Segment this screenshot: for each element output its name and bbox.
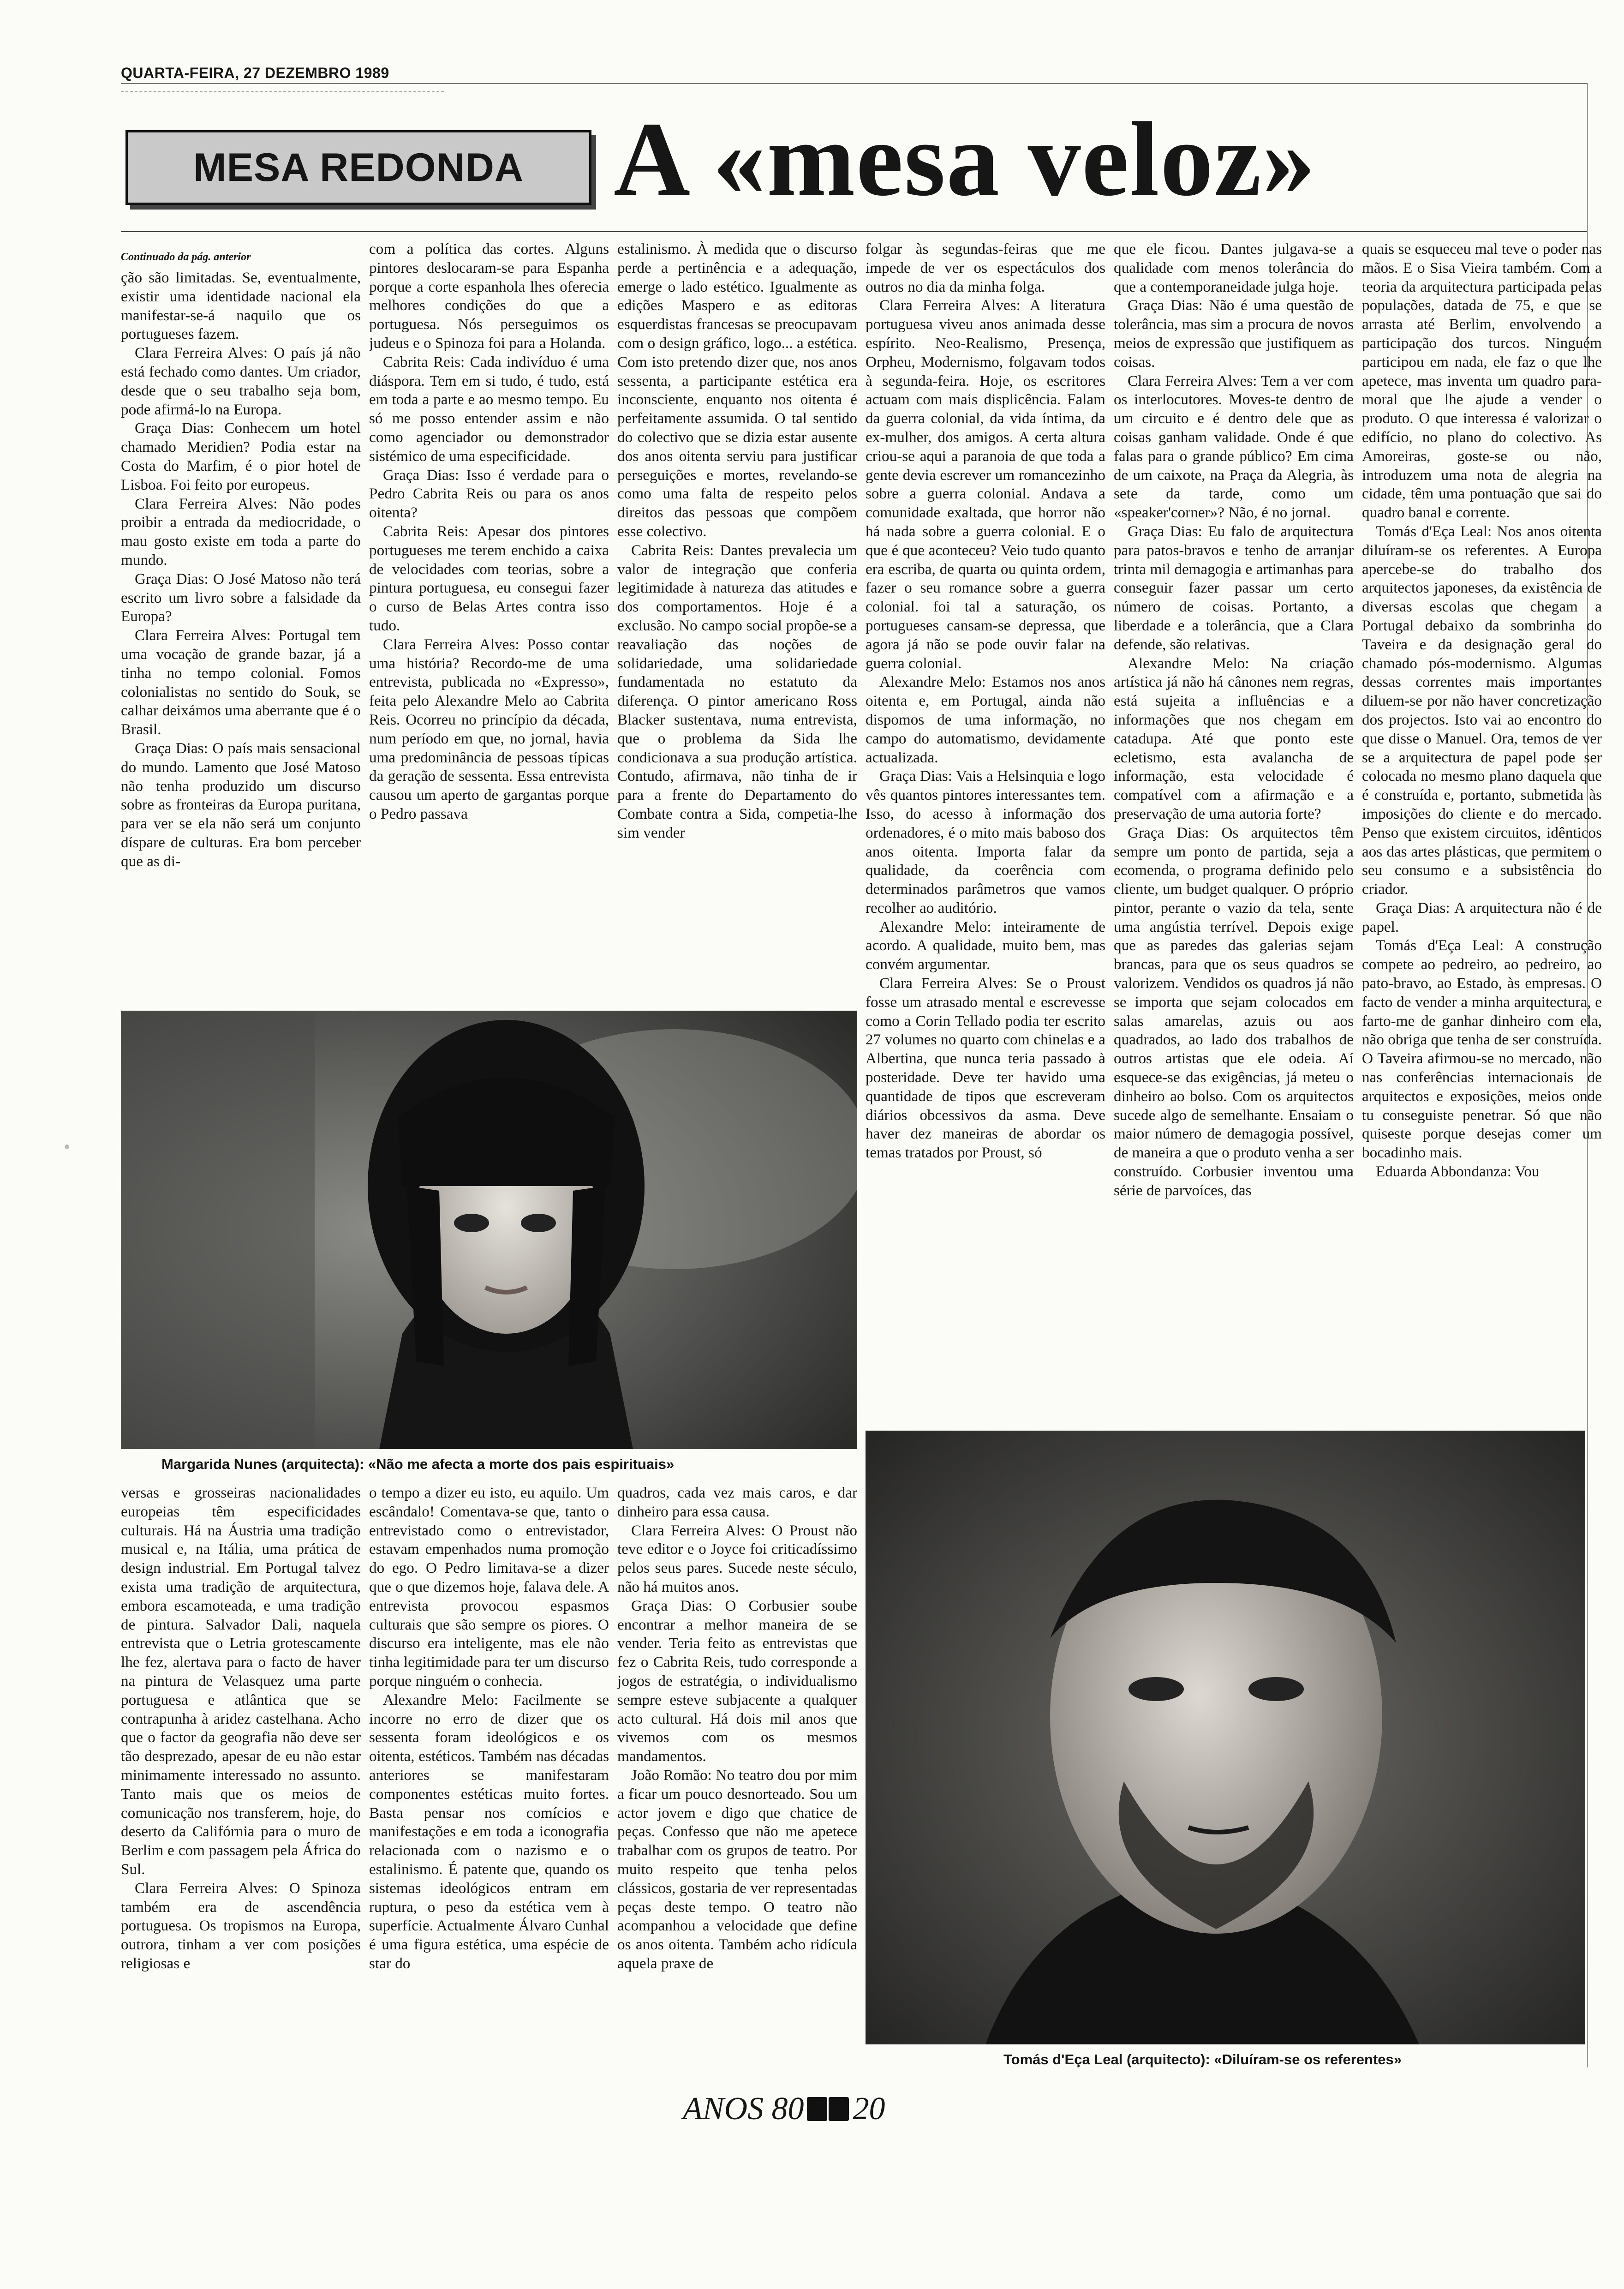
paragraph: Clara Ferreira Alves: Não podes proibir a entrada da mediocridade, o mau gosto existe em toda a parte do mundo. <box>121 495 361 569</box>
paragraph: Clara Ferreira Alves: Portugal tem uma vocação de grande bazar, já a tinha no tempo colonial. Fomos colonialistas no sentido do Souk, se calhar deixámos uma aberrante que é o Brasil. <box>121 627 361 738</box>
headline-rule <box>121 231 1588 232</box>
page-number: 20 <box>853 2091 885 2127</box>
paragraph: Alexandre Melo: Facilmente se incorre no erro de dizer que os sessenta foram ideológicos e os oitenta, estéticos. Também nas décadas anteriores se manifestaram componentes estéticas muito fortes. Basta pensar nos comícios e manifestações e em toda a iconografia relacionada com o nazismo e o estalinismo. É patente que, quando os sistemas ideológicos entram em ruptura, o peso da estética vem à superfície. Actualmente Álvaro Cunhal é uma figura estética, uma espécie de star do <box>369 1691 609 1972</box>
paragraph: Clara Ferreira Alves: A literatura portuguesa viveu anos animada desse espírito. Neo-Realismo, Presença, Orpheu, Modernismo, folgavam todos à segunda-feira. Hoje, os escritores actuam com mais displicência. Falam da guerra colonial, da vida íntima, da ex-mulher, dos amigos. A certa altura criou-se aqui a paranoia de que toda a gente devia escrever um romancezinho sobre a guerra colonial. Andava a comunidade exaltada, que horror não há nada sobre a guerra colonial. E o que é que aconteceu? Veio tudo quanto era escriba, de quarta ou quinta ordem, fazer o seu romance sobre a guerra colonial. foi tal a saturação, os portugueses cansam-se depressa, que agora já não se pode ouvir falar na guerra colonial. <box>866 297 1105 672</box>
paragraph: Alexandre Melo: Estamos nos anos oitenta e, em Portugal, ainda não dispomos de uma informação, no campo do automatismo, devidamente actualizada. <box>866 673 1105 766</box>
paragraph: Tomás d'Eça Leal: Nos anos oitenta diluíram-se os referentes. A Europa apercebe-se do trabalho dos arquitectos japoneses, da existência de diversas escolas que chegam a Portugal debaixo da sombrinha do Taveira e da designação geral do chamado pós-modernismo. Algumas dessas correntes mais importantes diluem-se por não haver concretização dos projectos. Isto vai ao encontro do que disse o Manuel. Ora, temos de ver se a arquitectura de papel pode ser colocada no mesmo plano daquela que é construída e, portanto, submetida às imposições do cliente e do mercado. Penso que existem circuitos, idênticos aos das artes plásticas, que permitem o seu consumo e a subsistência do criador. <box>1362 522 1602 898</box>
paragraph: Alexandre Melo: Na criação artística já não há cânones nem regras, está sujeita a influências e a informações que nos chegam em catadupa. Até que ponto este ecletismo, esta avalancha de informação, esta velocidade é compatível com a afirmação e a preservação de uma autoria forte? <box>1114 654 1354 822</box>
paragraph: Graça Dias: O Corbusier soube encontrar a melhor maneira de se vender. Teria feito as entrevistas que fez o Cabrita Reis, tudo corresponde a jogos de estratégia, o individualismo sempre esteve subjacente a qualquer acto cultural. Há dois mil anos que vivemos com os mesmos mandamentos. <box>617 1597 857 1765</box>
continued-note: Continuado da pág. anterior <box>121 251 251 263</box>
article-column-5 <box>1114 240 1354 1421</box>
article-column-4 <box>866 240 1105 1421</box>
article-column-3 <box>617 240 857 1002</box>
paragraph: Graça Dias: Isso é verdade para o Pedro Cabrita Reis ou para os anos oitenta? <box>369 466 609 521</box>
paragraph: que ele ficou. Dantes julgava-se a qualidade com menos tolerância do que a contemporaneidade julga hoje. <box>1114 240 1354 295</box>
paragraph: folgar às segundas-feiras que me impede de ver os espectáculos dos outros no dia da minha folga. <box>866 240 1105 295</box>
paragraph: Clara Ferreira Alves: Se o Proust fosse um atrasado mental e escrevesse como a Corin Tellado podia ter escrito 27 volumes no quarto com chinelas e a Albertina, que nunca teria passado à posteridade. Deve ter havido uma quantidade de tipos que escreveram diários obcessivos da asma. Deve haver dez maneiras de abordar os temas tratados por Proust, só <box>866 975 1105 1162</box>
paragraph: Graça Dias: Não é uma questão de tolerância, mas sim a procura de novos meios de expressão que justifiquem as coisas. <box>1114 297 1354 371</box>
paragraph: Cabrita Reis: Cada indivíduo é uma diáspora. Tem em si tudo, é tudo, está em toda a parte e ao mesmo tempo. Eu só me posso entender assim e não como agenciador ou demonstrador sistémico de uma especificidade. <box>369 353 609 465</box>
page-footer <box>683 2091 885 2127</box>
article-column-7 <box>121 1484 361 2079</box>
paragraph: Cabrita Reis: Apesar dos pintores portugueses me terem enchido a caixa de velocidades com teorias, sobre a pintura portuguesa, eu consegui fazer o curso de Belas Artes contra isso tudo. <box>369 522 609 634</box>
paragraph: Graça Dias: Eu falo de arquitectura para patos-bravos e tenho de arranjar trinta mil demagogia e artimanhas para conseguir fazer passar um certo número de coisas. Portanto, a liberdade e a tolerância, que a Clara defende, são relativas. <box>1114 522 1354 653</box>
paragraph: Graça Dias: Os arquitectos têm sempre um ponto de partida, seja a ecomenda, o programa definido pelo cliente, um budget qualquer. O próprio pintor, perante o vazio da tela, sente uma angústia terrível. Depois exige que as paredes das galerias sejam brancas, para que os seus quadros se valorizem. Vendidos os quadros já não se importa que sejam colocados em salas amarelas, azuis ou aos quadrados, ao lado dos trabalhos de outros artistas que ele odeia. Aí esquece-se das exigências, já meteu o dinheiro ao bolso. Com os arquitectos sucede algo de semelhante. Ensaiam o maior número de demagogia possível, de maneira a que o produto venha a ser construído. Corbusier inventou uma série de parvoíces, das <box>1114 824 1354 1199</box>
paragraph: Graça Dias: A arquitectura não é de papel. <box>1362 899 1602 935</box>
photo-caption-right: Tomás d'Eça Leal (arquitecto): «Diluíram-se os referentes» <box>1003 2051 1402 2067</box>
paragraph: Graça Dias: O José Matoso não terá escrito um livro sobre a falsidade da Europa? <box>121 570 361 625</box>
paragraph: Clara Ferreira Alves: O país já não está fechado como dantes. Um criador, desde que o seu trabalho seja bom, pode afirmá-lo na Europa. <box>121 344 361 418</box>
paragraph: o tempo a dizer eu isto, eu aquilo. Um escândalo! Comentava-se que, tanto o entrevistado como o entrevistador, estavam empenhados numa promoção do ego. O Pedro limitava-se a dizer que o que dizemos hoje, falava dele. A entrevista provocou espasmos culturais que são sempre os piores. O discurso era inteligente, mas ele não tinha legitimidade para ter um discurso porque ninguém o conhecia. <box>369 1484 609 1690</box>
paragraph: Clara Ferreira Alves: Tem a ver com os interlocutores. Moves-te dentro de um circuito e é dentro dele que as coisas ganham validade. Onde é que falas para o grande público? Em cima de um caixote, na Praça da Alegria, às sete da tarde, como um «speaker'corner»? Não, é no jornal. <box>1114 372 1354 521</box>
article-column-6 <box>1362 240 1602 1421</box>
paragraph: Alexandre Melo: inteiramente de acordo. A qualidade, muito bem, mas convém argumentar. <box>866 918 1105 973</box>
paragraph: Graça Dias: Vais a Helsinquia e logo vês quantos pintores interessantes tem. Isso, do acesso à informação dos ordenadores, é o mito mais baboso dos anos oitenta. Importa falar da qualidade, da coerência com determinados parâmetros que vamos recolher ao auditório. <box>866 767 1105 917</box>
paragraph: ção são limitadas. Se, eventualmente, existir uma identidade nacional ela manifestar-se-á naquilo que os portugueses fazem. <box>121 269 361 343</box>
photo-margarida-nunes <box>121 1011 857 1449</box>
photo-tomas-deca-leal <box>866 1431 1585 2044</box>
scan-artifact <box>121 91 444 99</box>
paragraph: versas e grosseiras nacionalidades europeias têm especificidades culturais. Há na Áustria uma tradição musical e, na Itália, uma prática de design industrial. Em Portugal talvez exista uma tradição de arquitectura, embora escamoteada, e uma tradição de pintura. Salvador Dali, naquela entrevista que o Letria grotescamente lhe fez, alertava para o facto de haver na pintura de Velasquez uma parte portuguesa e atlântica que se contrapunha à aridez castelhana. Acho que o factor da geografia não deve ser tão desprezado, apesar de eu não estar minimamente interessado no assunto. Tanto mais que os meios de comunicação nos transferem, hoje, do deserto da Califórnia para o muro de Berlim e com passagem pela África do Sul. <box>121 1484 361 1878</box>
paragraph: quadros, cada vez mais caros, e dar dinheiro para essa causa. <box>617 1484 857 1520</box>
article-column-9 <box>617 1484 857 2079</box>
paragraph: Tomás d'Eça Leal: A construção compete ao pedreiro, ao pedreiro, ao pato-bravo, ao Estado, às empresas. O facto de vender a minha arquitectura, e farto-me de ganhar dinheiro com ela, não obriga que tenha de ser construída. O Taveira afirmou-se no mercado, não nas conferências internacionais de arquitectos e exposições, meios onde tu conseguiste penetrar. Só que não quiseste porque desejas comer um bocadinho mais. <box>1362 937 1602 1162</box>
section-label: MESA REDONDA <box>125 130 591 205</box>
paragraph: quais se esqueceu mal teve o poder nas mãos. E o Sisa Vieira também. Com a teoria da arquitectura participada pelas populações, datada de 75, e que se arrasta até Berlim, envolvendo a participação dos turcos. Ninguém participou em nada, ele faz o que lhe apetece, mas inventa um quadro para-moral que lhe ajude a vender o produto. O que interessa é valorizar o edifício, no plano do colectivo. As Amoreiras, goste-se ou não, introduzem uma nota de alegria na cidade, têm uma pontuação que sai do quadro banal e corrente. <box>1362 240 1602 521</box>
paragraph: Graça Dias: O país mais sensacional do mundo. Lamento que José Matoso não tenha produzido um discurso sobre as fronteiras da Europa puritana, para ver se ela não será um conjunto díspare de culturas. Era bom perceber que as di- <box>121 739 361 870</box>
photo-caption-left: Margarida Nunes (arquitecta): «Não me afecta a morte dos pais espirituais» <box>161 1456 675 1472</box>
article-column-2 <box>369 240 609 1002</box>
paragraph: Graça Dias: Conhecem um hotel chamado Meridien? Podia estar na Costa do Marfim, é o pior hotel de Lisboa. Foi feito por europeus. <box>121 419 361 493</box>
article-column-8 <box>369 1484 609 2079</box>
paragraph: Eduarda Abbondanza: Vou <box>1376 1163 1540 1180</box>
scan-mark <box>65 1144 69 1149</box>
paragraph: Clara Ferreira Alves: Posso contar uma história? Recordo-me de uma entrevista, publicada no «Expresso», feita pelo Alexandre Melo ao Cabrita Reis. Ocorreu no princípio da década, num período em que, no jornal, havia uma predominância de pessoas típicas da geração de sessenta. Essa entrevista causou um aperto de gargantas porque o Pedro passava <box>369 635 609 822</box>
paragraph: Clara Ferreira Alves: O Spinoza também era de ascendência portuguesa. Os tropismos na Europa, outrora, tinham a ver com posições religiosas e <box>121 1879 361 1972</box>
paragraph: Clara Ferreira Alves: O Proust não teve editor e o Joyce foi criticadíssimo pelos seus pares. Sucede neste século, não há muitos anos. <box>617 1522 857 1595</box>
article-column-1 <box>121 269 361 1002</box>
headline: A «mesa veloz» <box>614 100 1316 218</box>
publication-logo-icon <box>807 2097 850 2121</box>
top-rule <box>121 83 1588 84</box>
paragraph: Cabrita Reis: Dantes prevalecia um valor de integração que conferia legitimidade à natureza das atitudes e dos comportamentos. Hoje é a exclusão. No campo social propõe-se a reavaliação das noções de solidariedade, uma solidariedade fundamentada no estatuto da diferença. O pintor americano Ross Blacker sustentava, numa entrevista, que o problema da Sida lhe condicionava a sua produção artística. Contudo, afirmava, não tinha de ir para a frente do Departamento do Combate contra a Sida, competia-lhe sim vender <box>617 541 857 841</box>
paragraph: João Romão: No teatro dou por mim a ficar um pouco desnorteado. Sou um actor jovem e digo que chatice de peças. Confesso que não me apetece trabalhar com os grupos de teatro. Por muito respeito que tenha pelos clássicos, gostaria de ver representadas peças deste tempo. O teatro não acompanhou a velocidade que definе os anos oitenta. Também acho ridícula aquela praxe de <box>617 1766 857 1972</box>
publication-name: ANOS 80 <box>683 2091 804 2127</box>
issue-date: QUARTA-FEIRA, 27 DEZEMBRO 1989 <box>121 65 389 81</box>
paragraph: estalinismo. À medida que o discurso perde a pertinência e a adequação, emerge o lado estético. Igualmente as edições Maspero e as editoras esquerdistas francesas se preocupavam com o design gráfico, logo... a estética. Com isto pretendo dizer que, nos anos sessenta, a participante estética era inconsciente, enquanto nos oitenta é perfeitamente assumida. O tal sentido do colectivo que se dizia estar ausente dos anos oitenta serviu para justificar perseguições e mortes, revelando-se como uma falta de respeito pelos direitos das pessoas que compõem esse colectivo. <box>617 240 857 540</box>
paragraph: com a política das cortes. Alguns pintores deslocaram-se para Espanha porque a corte espanhola lhes oferecia melhores condições do que a portuguesa. Nós perseguimos os judeus e o Spinoza foi para a Holanda. <box>369 240 609 352</box>
